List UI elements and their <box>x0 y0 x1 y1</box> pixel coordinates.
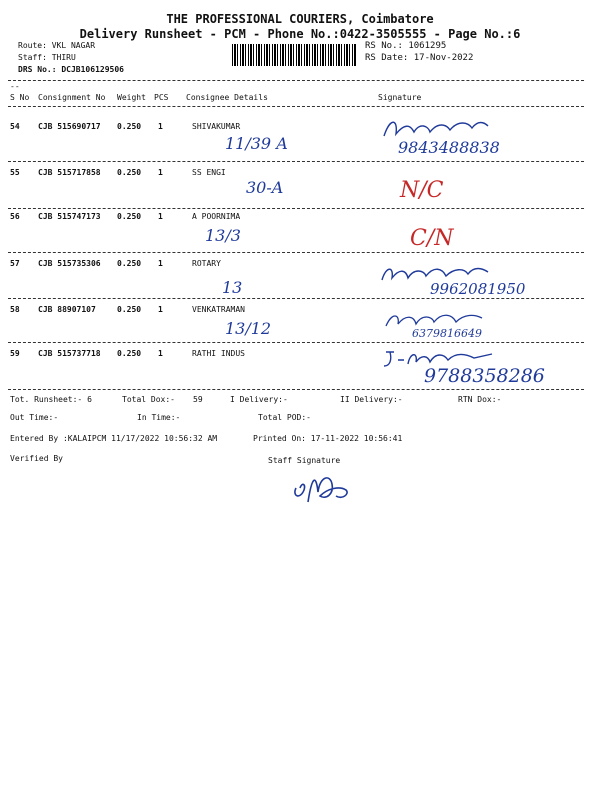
row-consignee: VENKATRAMAN <box>192 305 245 314</box>
handwritten-address-note: 11/39 A <box>225 134 288 153</box>
tot-runsheet: Tot. Runsheet:- 6 <box>10 395 92 404</box>
row-weight: 0.250 <box>117 349 142 358</box>
staff-signature-label: Staff Signature <box>268 456 341 465</box>
total-dox-value: 59 <box>193 395 203 404</box>
ii-delivery: II Delivery:- <box>340 395 403 404</box>
company-title: THE PROFESSIONAL COURIERS, Coimbatore <box>166 12 434 26</box>
row-weight: 0.250 <box>117 168 142 177</box>
row-consignment: CJB 515717858 <box>38 168 101 177</box>
row-consignment: CJB 515747173 <box>38 212 101 221</box>
runsheet-title: Delivery Runsheet - PCM - Phone No.:0422-3505555 - Page No.:6 <box>79 27 521 41</box>
row-sno: 57 <box>10 259 20 268</box>
route-label: Route: VKL NAGAR <box>18 41 96 50</box>
row-pcs: 1 <box>158 259 163 268</box>
divider <box>8 161 584 162</box>
row-consignee: RATHI INDUS <box>192 349 245 358</box>
col-header-weight: Weight <box>117 93 146 102</box>
col-header-pcs: PCS <box>154 93 169 102</box>
row-consignee: SHIVAKUMAR <box>192 122 241 131</box>
verified-by: Verified By <box>10 454 63 463</box>
row-weight: 0.250 <box>117 305 142 314</box>
handwritten-status: C/N <box>410 226 454 251</box>
row-sno: 56 <box>10 212 20 221</box>
row-consignee: A POORNIMA <box>192 212 241 221</box>
row-sno: 54 <box>10 122 20 131</box>
divider <box>8 298 584 299</box>
staff-signature-scribble <box>290 466 360 512</box>
divider <box>8 106 584 107</box>
handwritten-address-note: 13/3 <box>205 226 241 245</box>
divider <box>8 208 584 209</box>
row-consignment: CJB 88907107 <box>38 305 96 314</box>
col-header-consignment: Consignment No <box>38 93 106 102</box>
total-pod: Total POD:- <box>258 413 311 422</box>
handwritten-address-note: 13 <box>222 278 243 297</box>
row-consignee: ROTARY <box>192 259 221 268</box>
handwritten-phone: 9843488838 <box>398 138 500 157</box>
col-header-consignee: Consignee Details <box>186 93 268 102</box>
row-weight: 0.250 <box>117 259 142 268</box>
divider <box>8 252 584 253</box>
row-consignee: SS ENGI <box>192 168 226 177</box>
printed-on: Printed On: 17-11-2022 10:56:41 <box>253 434 403 443</box>
row-pcs: 1 <box>158 168 163 177</box>
row-consignment: CJB 515690717 <box>38 122 101 131</box>
rs-number: RS No.: 1061295 <box>365 41 447 51</box>
row-sno: 55 <box>10 168 20 177</box>
pre-header-dashes: -- <box>10 82 20 91</box>
handwritten-phone: 9788358286 <box>424 365 545 387</box>
rtn-dox: RTN Dox:- <box>458 395 502 404</box>
row-sno: 59 <box>10 349 20 358</box>
row-sno: 58 <box>10 305 20 314</box>
divider <box>8 80 584 81</box>
handwritten-address-note: 13/12 <box>225 319 272 338</box>
i-delivery: I Delivery:- <box>230 395 288 404</box>
rs-date: RS Date: 17-Nov-2022 <box>365 53 474 63</box>
row-weight: 0.250 <box>117 122 142 131</box>
row-pcs: 1 <box>158 305 163 314</box>
entered-by: Entered By :KALAIPCM 11/17/2022 10:56:32 AM <box>10 434 218 443</box>
staff-label: Staff: THIRU <box>18 53 76 62</box>
col-header-signature: Signature <box>378 93 422 102</box>
row-weight: 0.250 <box>117 212 142 221</box>
handwritten-phone: 6379816649 <box>412 327 482 340</box>
divider <box>8 342 584 343</box>
row-consignment: CJB 515737718 <box>38 349 101 358</box>
row-consignment: CJB 515735306 <box>38 259 101 268</box>
in-time: In Time:- <box>137 413 181 422</box>
out-time: Out Time:- <box>10 413 59 422</box>
divider <box>8 389 584 390</box>
total-dox-label: Total Dox:- <box>122 395 175 404</box>
row-pcs: 1 <box>158 212 163 221</box>
handwritten-address-note: 30-A <box>246 178 284 197</box>
barcode <box>232 44 357 66</box>
row-pcs: 1 <box>158 122 163 131</box>
col-header-sno: S No <box>10 93 30 102</box>
drs-number: DRS No.: DCJB106129506 <box>18 65 124 74</box>
handwritten-phone: 9962081950 <box>430 280 526 298</box>
row-pcs: 1 <box>158 349 163 358</box>
handwritten-status: N/C <box>400 178 444 203</box>
